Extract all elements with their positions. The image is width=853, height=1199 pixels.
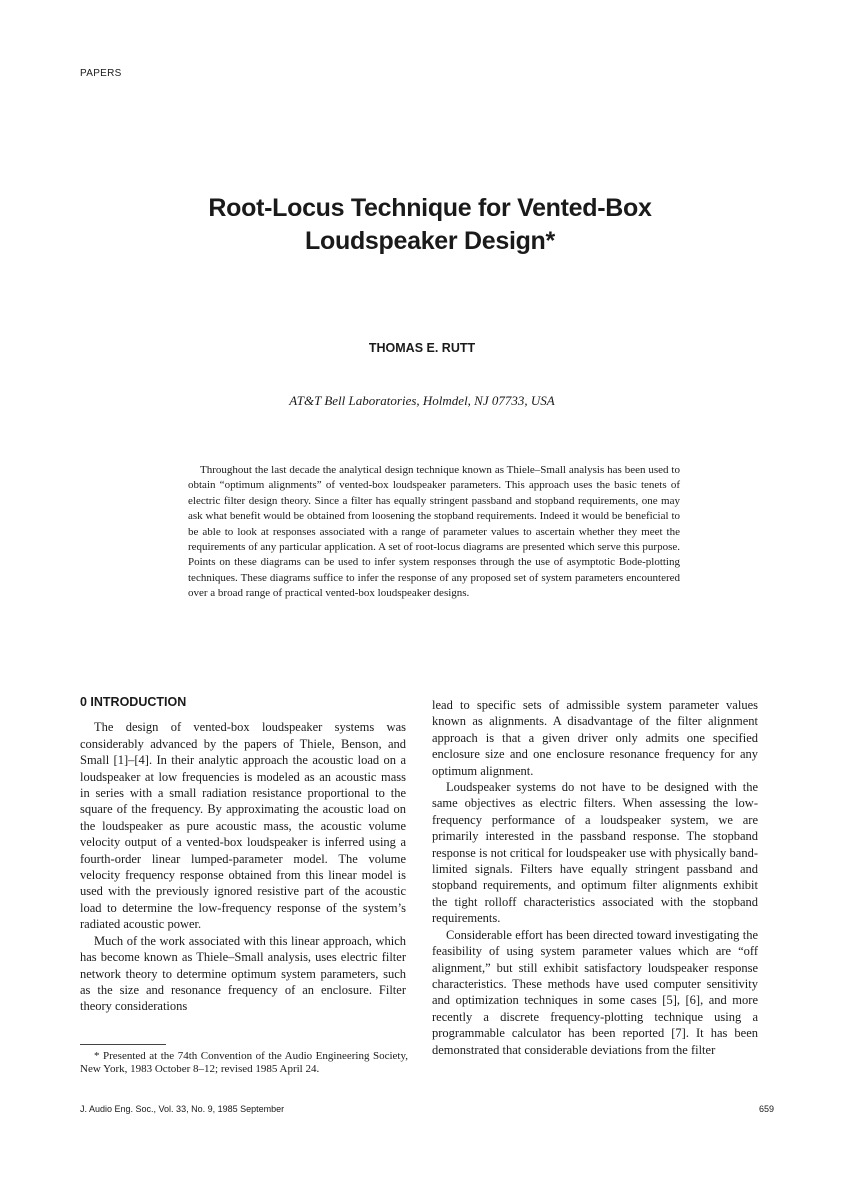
journal-citation: J. Audio Eng. Soc., Vol. 33, No. 9, 1985 September: [80, 1104, 285, 1114]
abstract: Throughout the last decade the analytical design technique known as Thiele–Small analysis has been used to obtain “optimum alignments” of vented-box loudspeaker parameters. This approach uses the basic tenets of electric filter design theory. Since a filter has equally stringent passband and stopband requirements, one may ask what benefit would be obtained from loosening the stopband requirements. Indeed it would be beneficial to be able to look at responses associated with a range of parameter values to ascertain whether they meet the requirements of any particular application. A set of root-locus diagrams are presented which serve this purpose. Points on these diagrams can be used to infer system responses through the use of asymptotic Bode-plotting techniques. These diagrams suffice to infer the response of any proposed set of system parameters encountered over a broad range of practical vented-box loudspeaker designs.: [188, 464, 680, 600]
page-number: 659: [758, 1104, 774, 1114]
footnote: * Presented at the 74th Convention of the Audio Engineering Society, New York, 1983 October 8–12; revised 1985 April 24.: [80, 1050, 408, 1075]
author-name: THOMAS E. RUTT: [368, 341, 476, 355]
right-column: [432, 697, 758, 1058]
paragraph: lead to specific sets of admissible system parameter values known as alignments. A disadvantage of the filter alignment approach is that a given driver only admits one specified enclosure size and one enclosure resonance frequency for any optimum alignment.: [432, 698, 758, 778]
section-label: PAPERS: [80, 68, 122, 79]
paragraph: Loudspeaker systems do not have to be designed with the same objectives as electric filters. When assessing the low-frequency performance of a loudspeaker system, we are primarily interested in the passband response. The stopband response is not critical for loudspeaker use with physically band-limited signals. Filters have equally stringent passband and stopband requirements, and optimum filter alignments exhibit the tight rolloff characteristics associated with the stopband requirements.: [432, 780, 758, 926]
paper-title: [140, 192, 720, 258]
author-affiliation: AT&T Bell Laboratories, Holmdel, NJ 07733, USA: [289, 393, 555, 408]
paragraph: Much of the work associated with this linear approach, which has become known as Thiele–Small analysis, uses electric filter network theory to determine optimum system parameters, such as the size and resonance frequency of an enclosure. Filter theory considerations: [80, 933, 406, 1014]
footnote-divider: [80, 1044, 166, 1045]
section-heading: 0 INTRODUCTION: [80, 695, 187, 709]
title-line-2: Loudspeaker Design*: [305, 227, 555, 255]
left-column: [80, 694, 406, 1015]
paragraph: The design of vented-box loudspeaker systems was considerably advanced by the papers of Thiele, Benson, and Small [1]–[4]. In their analytic approach the acoustic load on a loudspeaker at low frequencies is modeled as an acoustic mass in series with a small radiation resistance proportional to the square of the frequency. By approximating the acoustic load on the loudspeaker as pure acoustic mass, the acoustic volume velocity output of a vented-box loudspeaker is inferred using a fourth-order linear lumped-parameter model. The volume velocity frequency response obtained from this linear model is used with the previously ignored resistive part of the acoustic load to determine the low-frequency response of the system’s radiated acoustic power.: [80, 720, 406, 932]
title-line-1: Root-Locus Technique for Vented-Box: [208, 194, 652, 222]
paragraph: Considerable effort has been directed toward investigating the feasibility of using system parameter values which are “off alignment,” but still exhibit satisfactory loudspeaker response characteristics. These methods have used computer sensitivity and optimization techniques in some cases [5], [6], and more recently a discrete frequency-plotting technique using a programmable calculator has been reported [7]. It has been demonstrated that considerable deviations from the filter: [432, 927, 758, 1057]
